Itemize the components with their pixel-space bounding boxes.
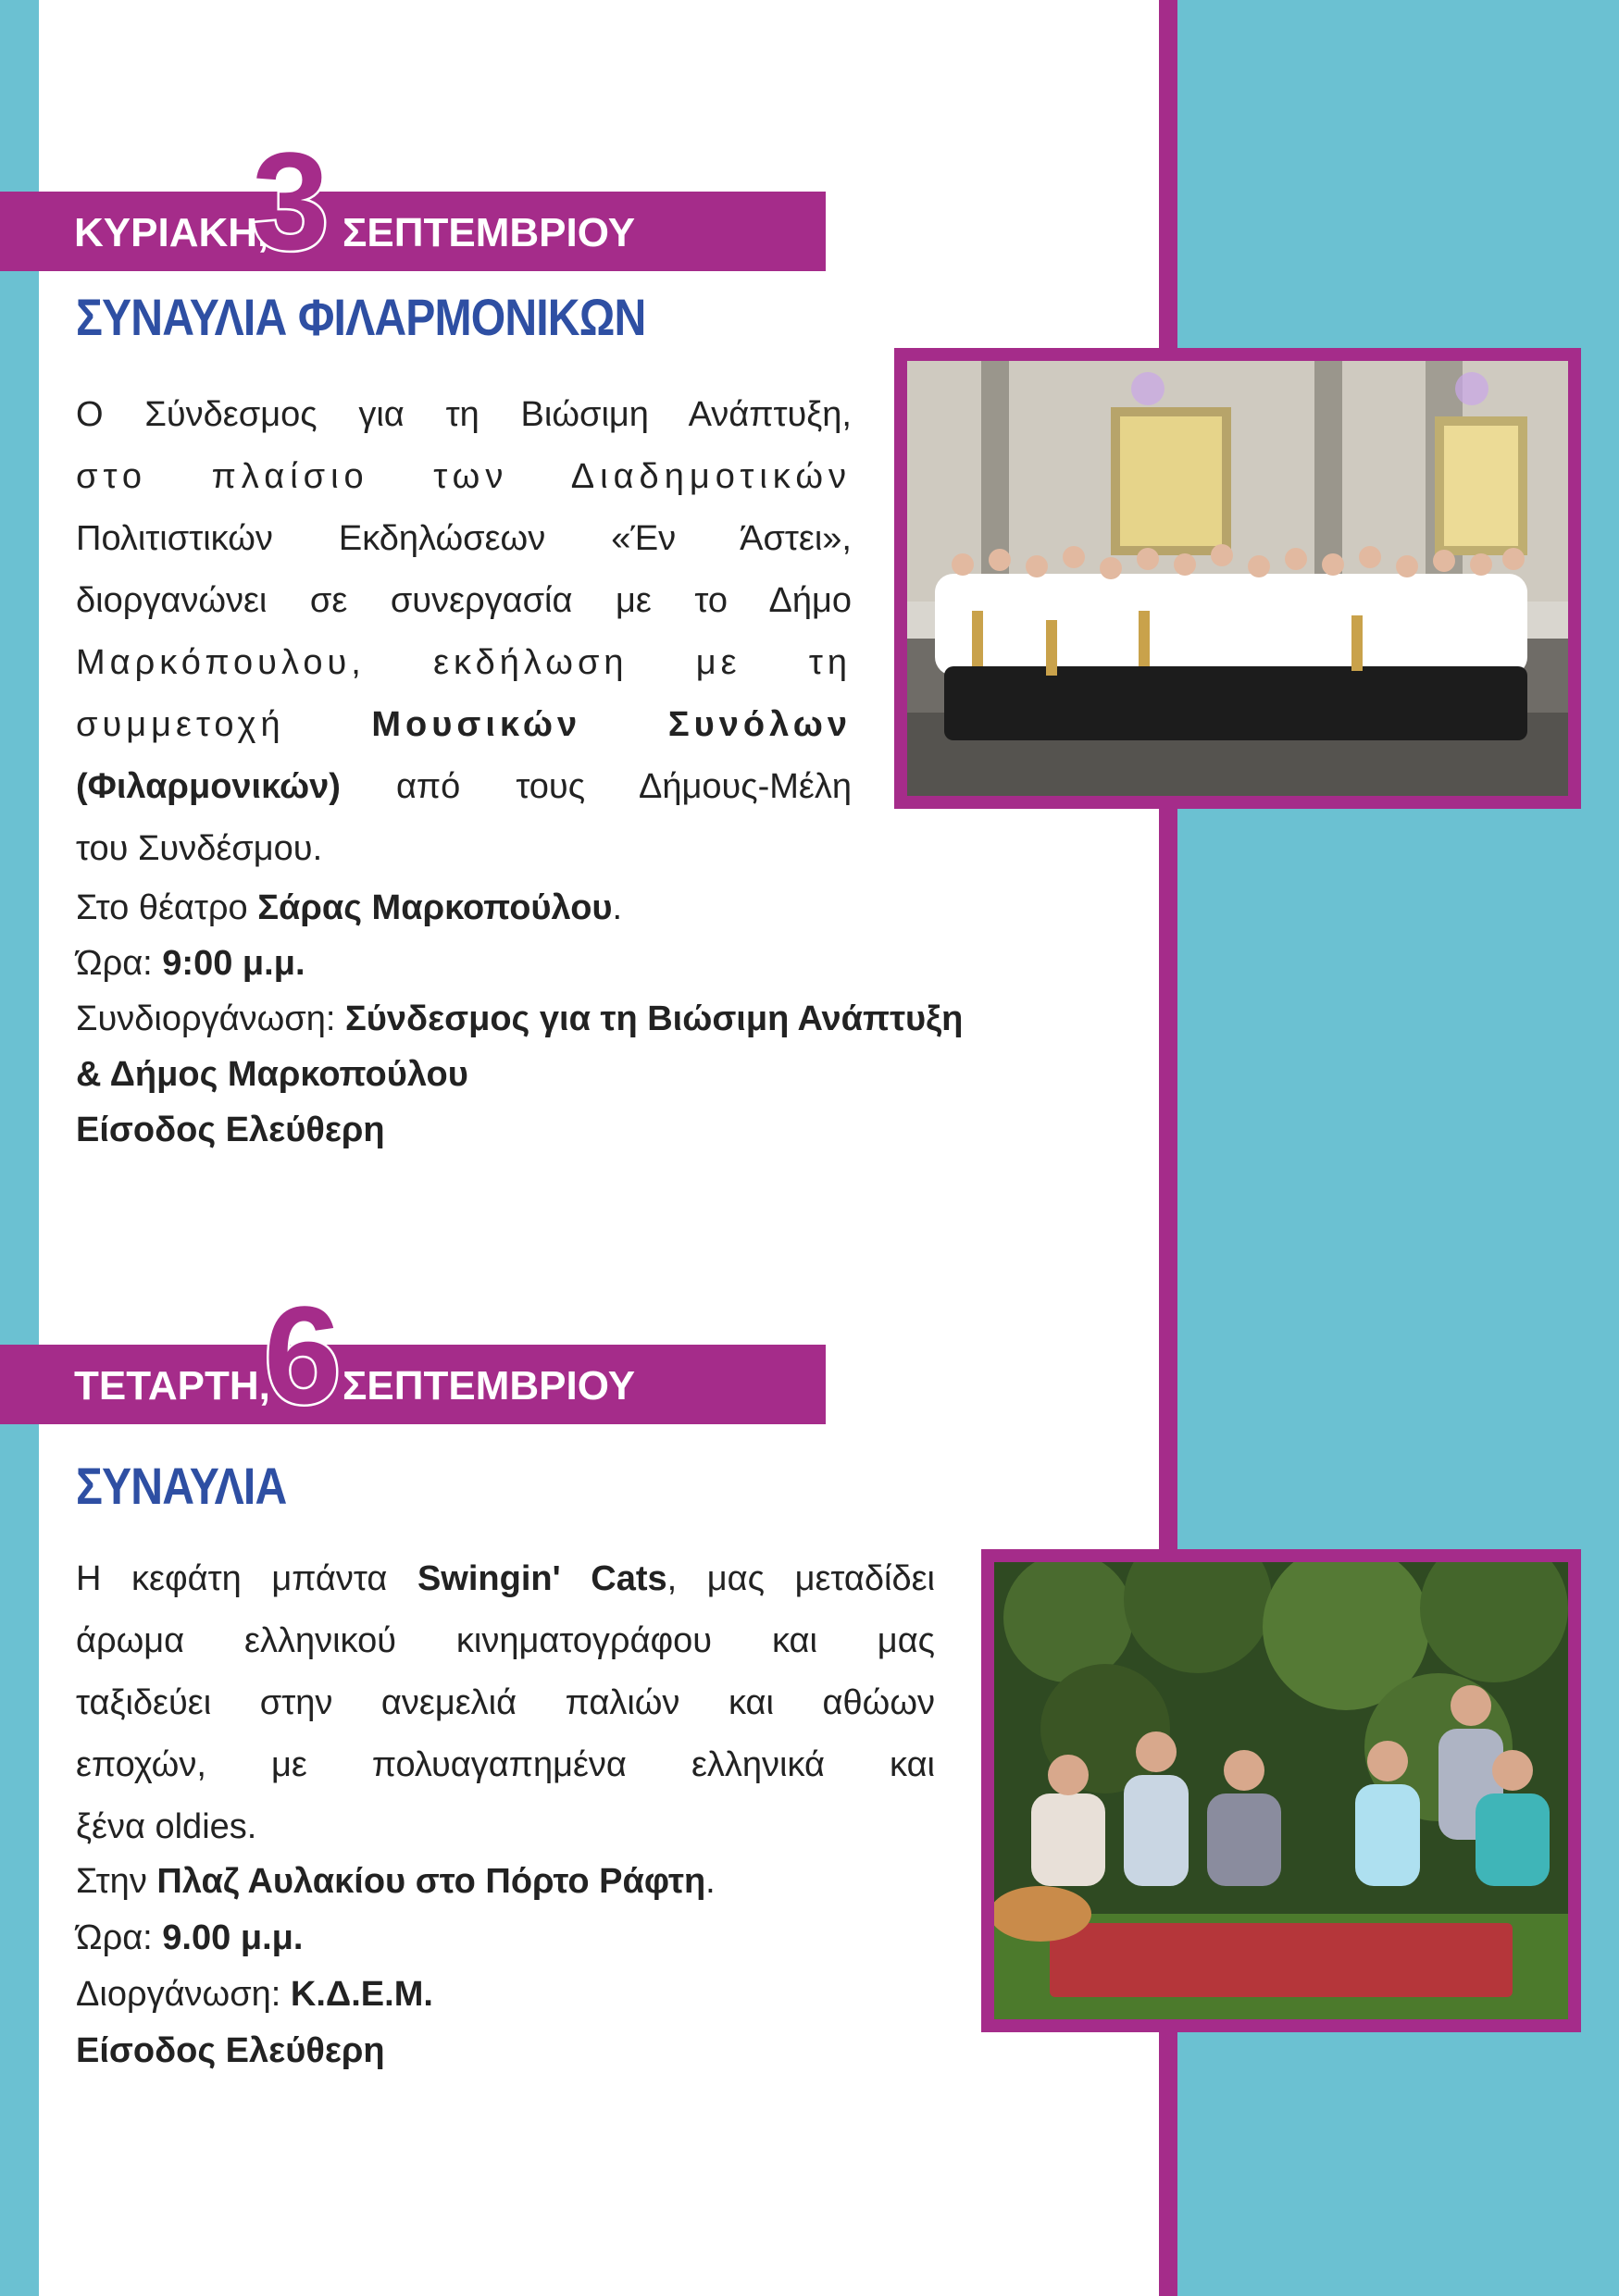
event-details bbox=[76, 1854, 716, 2079]
date-month: ΣΕΠΤΕΜΒΡΙΟΥ bbox=[342, 1363, 636, 1409]
entry-text: Είσοδος Ελεύθερη bbox=[76, 2031, 385, 2070]
entry-text: Είσοδος Ελεύθερη bbox=[76, 1111, 385, 1149]
venue-name: Σάρας Μαρκοπούλου bbox=[257, 888, 613, 927]
orchestra-photo-frame bbox=[894, 348, 1581, 809]
time-value: 9.00 μ.μ. bbox=[162, 1918, 304, 1957]
desc-line: εποχών, με πολυαγαπημένα ελληνικά και bbox=[76, 1745, 935, 1784]
entry-line bbox=[76, 1102, 963, 1158]
desc-line: ταξιδεύει στην ανεμελιά παλιών και αθώων bbox=[76, 1683, 935, 1722]
date-banner-2 bbox=[0, 1345, 826, 1424]
band-photo-frame bbox=[981, 1549, 1581, 2032]
organizer-label: Διοργάνωση: bbox=[76, 1975, 291, 2014]
event-title: ΣΥΝΑΥΛΙΑ ΦΙΛΑΡΜΟΝΙΚΩΝ bbox=[76, 288, 646, 346]
desc-line: διοργανώνει σε συνεργασία με το Δήμο bbox=[76, 581, 852, 620]
desc-line bbox=[76, 756, 852, 818]
band-name: Swingin' Cats bbox=[417, 1559, 667, 1598]
desc-line: άρωμα ελληνικού κινηματογράφου και μας bbox=[76, 1621, 935, 1660]
date-day: ΤΕΤΑΡΤΗ, bbox=[74, 1363, 270, 1409]
date-banner-1 bbox=[0, 192, 826, 271]
event-description bbox=[76, 1548, 935, 1858]
time-line bbox=[76, 936, 963, 991]
desc-text: συμμετοχή bbox=[76, 705, 372, 744]
venue-punct: . bbox=[612, 888, 623, 927]
time-label: Ώρα: bbox=[76, 1918, 163, 1957]
date-month: ΣΕΠΤΕΜΒΡΙΟΥ bbox=[342, 210, 636, 255]
event-details bbox=[76, 880, 963, 1158]
entry-line bbox=[76, 2023, 716, 2079]
desc-line: στο πλαίσιο των Διαδημοτικών bbox=[76, 457, 852, 496]
organizer-name-2: & Δήμος Μαρκοπούλου bbox=[76, 1055, 468, 1094]
desc-bold: (Φιλαρμονικών) bbox=[76, 767, 341, 806]
desc-line bbox=[76, 1548, 935, 1610]
organizer-line bbox=[76, 1967, 716, 2023]
venue-label: Στην bbox=[76, 1862, 157, 1901]
organizer-line-2 bbox=[76, 1047, 963, 1102]
desc-line: Πολιτιστικών Εκδηλώσεων «Έν Άστει», bbox=[76, 519, 852, 558]
desc-line: του Συνδέσμου. bbox=[76, 829, 323, 868]
organizer-label: Συνδιοργάνωση: bbox=[76, 999, 345, 1038]
organizer-name: Σύνδεσμος για τη Βιώσιμη Ανάπτυξη bbox=[344, 999, 964, 1038]
venue-line bbox=[76, 880, 963, 936]
date-number: 6 bbox=[264, 1277, 342, 1433]
desc-text: Η κεφάτη μπάντα bbox=[76, 1559, 417, 1598]
event-title: ΣΥΝΑΥΛΙΑ bbox=[76, 1457, 287, 1515]
desc-line: Μαρκόπουλου, εκδήλωση με τη bbox=[76, 643, 852, 682]
orchestra-photo bbox=[907, 361, 1568, 796]
desc-line bbox=[76, 694, 852, 756]
time-line bbox=[76, 1910, 716, 1967]
desc-line: Ο Σύνδεσμος για τη Βιώσιμη Ανάπτυξη, bbox=[76, 395, 852, 434]
time-label: Ώρα: bbox=[76, 944, 163, 983]
venue-label: Στο θέατρο bbox=[76, 888, 258, 927]
desc-bold: Μουσικών Συνόλων bbox=[371, 705, 852, 744]
date-day: ΚΥΡΙΑΚΗ, bbox=[74, 210, 269, 255]
desc-line: ξένα oldies. bbox=[76, 1807, 257, 1846]
organizer-name: Κ.Δ.Ε.Μ. bbox=[290, 1975, 433, 2014]
venue-punct: . bbox=[705, 1862, 716, 1901]
left-teal-band bbox=[0, 0, 39, 2296]
band-photo bbox=[994, 1562, 1568, 2019]
date-number: 3 bbox=[252, 123, 330, 279]
desc-text: από τους Δήμους-Μέλη bbox=[340, 767, 852, 806]
venue-name: Πλαζ Αυλακίου στο Πόρτο Ράφτη bbox=[156, 1862, 706, 1901]
desc-text: , μας μεταδίδει bbox=[666, 1559, 935, 1598]
organizer-line bbox=[76, 991, 963, 1047]
venue-line bbox=[76, 1854, 716, 1910]
event-description bbox=[76, 384, 852, 880]
time-value: 9:00 μ.μ. bbox=[162, 944, 305, 983]
